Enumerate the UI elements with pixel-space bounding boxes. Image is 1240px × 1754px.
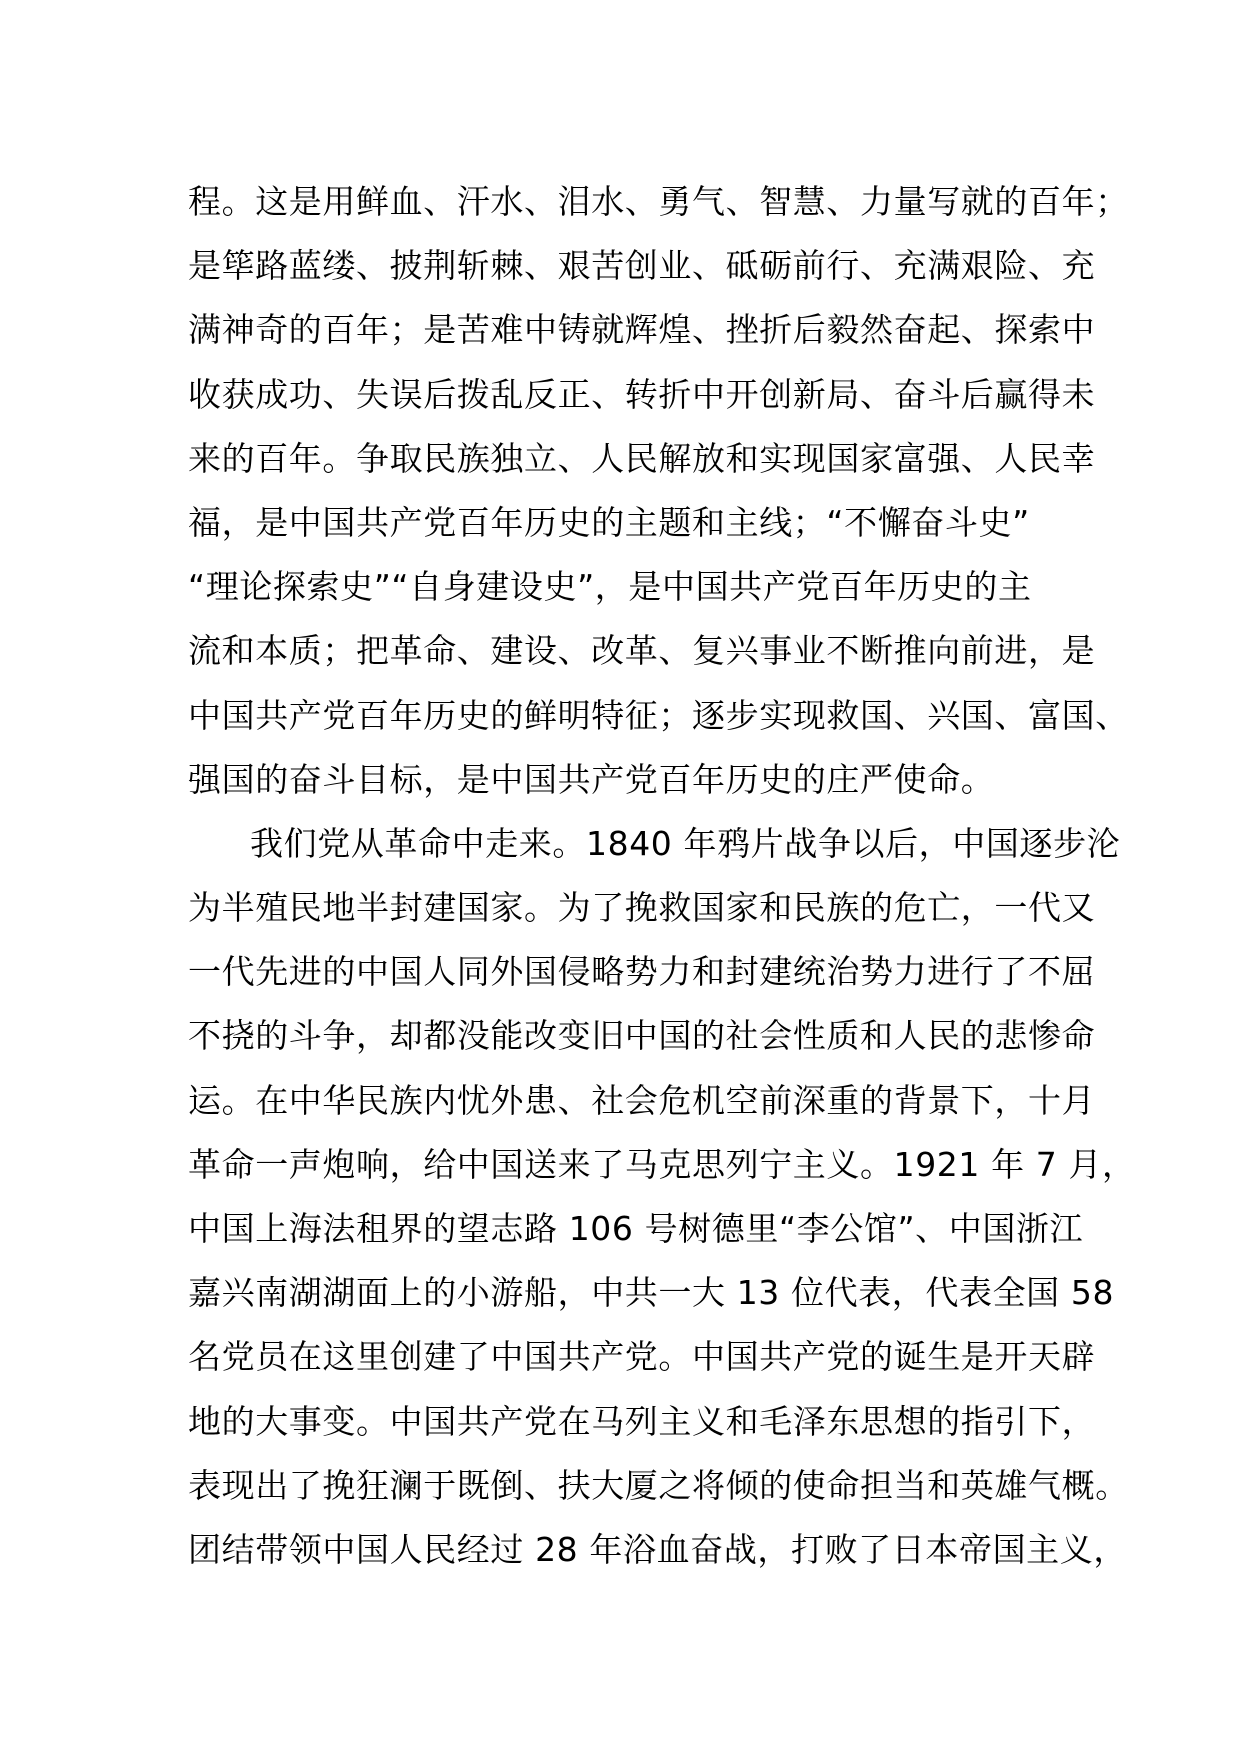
text-line: 团结带领中国人民经过 28 年浴血奋战，打败了日本帝国主义， (188, 1529, 1127, 1569)
text-line: 不挠的斗争，却都没能改变旧中国的社会性质和人民的悲惨命 (188, 1016, 1096, 1056)
text-line: 中国上海法租界的望志路 106 号树德里“李公馆”、中国浙江 (188, 1209, 1084, 1248)
text-line: 强国的奋斗目标，是中国共产党百年历史的庄严使命。 (188, 759, 995, 799)
text-line: 嘉兴南湖湖面上的小游船，中共一大 13 位代表，代表全国 58 (188, 1273, 1115, 1313)
text-line: 一代先进的中国人同外国侵略势力和封建统治势力进行了不屈 (188, 952, 1096, 992)
text-line: 名党员在这里创建了中国共产党。中国共产党的诞生是开天辟 (188, 1337, 1096, 1377)
text-line: 来的百年。争取民族独立、人民解放和实现国家富强、人民幸 (188, 438, 1096, 478)
text-line: 地的大事变。中国共产党在马列主义和毛泽东思想的指引下， (188, 1401, 1096, 1441)
text-line: “理论探索史”“自身建设史”，是中国共产党百年历史的主 (188, 567, 1032, 607)
text-line: 革命一声炮响，给中国送来了马克思列宁主义。1921 年 7 月， (188, 1144, 1136, 1184)
text-line: 是筚路蓝缕、披荆斩棘、艰苦创业、砥砺前行、充满艰险、充 (188, 246, 1096, 286)
text-line: 程。这是用鲜血、汗水、泪水、勇气、智慧、力量写就的百年； (188, 182, 1129, 221)
text-line: 为半殖民地半封建国家。为了挽救国家和民族的危亡，一代又 (188, 888, 1096, 928)
text-line: 中国共产党百年历史的鲜明特征；逐步实现救国、兴国、富国、 (188, 695, 1129, 735)
text-line: 福，是中国共产党百年历史的主题和主线；“不懈奋斗史” (188, 502, 1030, 542)
text-line: 运。在中华民族内忧外患、社会危机空前深重的背景下，十月 (188, 1080, 1096, 1120)
text-line: 流和本质；把革命、建设、改革、复兴事业不断推向前进，是 (188, 631, 1096, 671)
body-text (188, 170, 1136, 1582)
text-line: 收获成功、失误后拨乱反正、转折中开创新局、奋斗后赢得未 (188, 374, 1096, 414)
text-line: 满神奇的百年；是苦难中铸就辉煌、挫折后毅然奋起、探索中 (188, 310, 1096, 350)
paragraph-first-line: 我们党从革命中走来。1840 年鸦片战争以后，中国逐步沦 (250, 823, 1121, 863)
text-line: 表现出了挽狂澜于既倒、扶大厦之将倾的使命担当和英雄气概。 (188, 1465, 1129, 1505)
